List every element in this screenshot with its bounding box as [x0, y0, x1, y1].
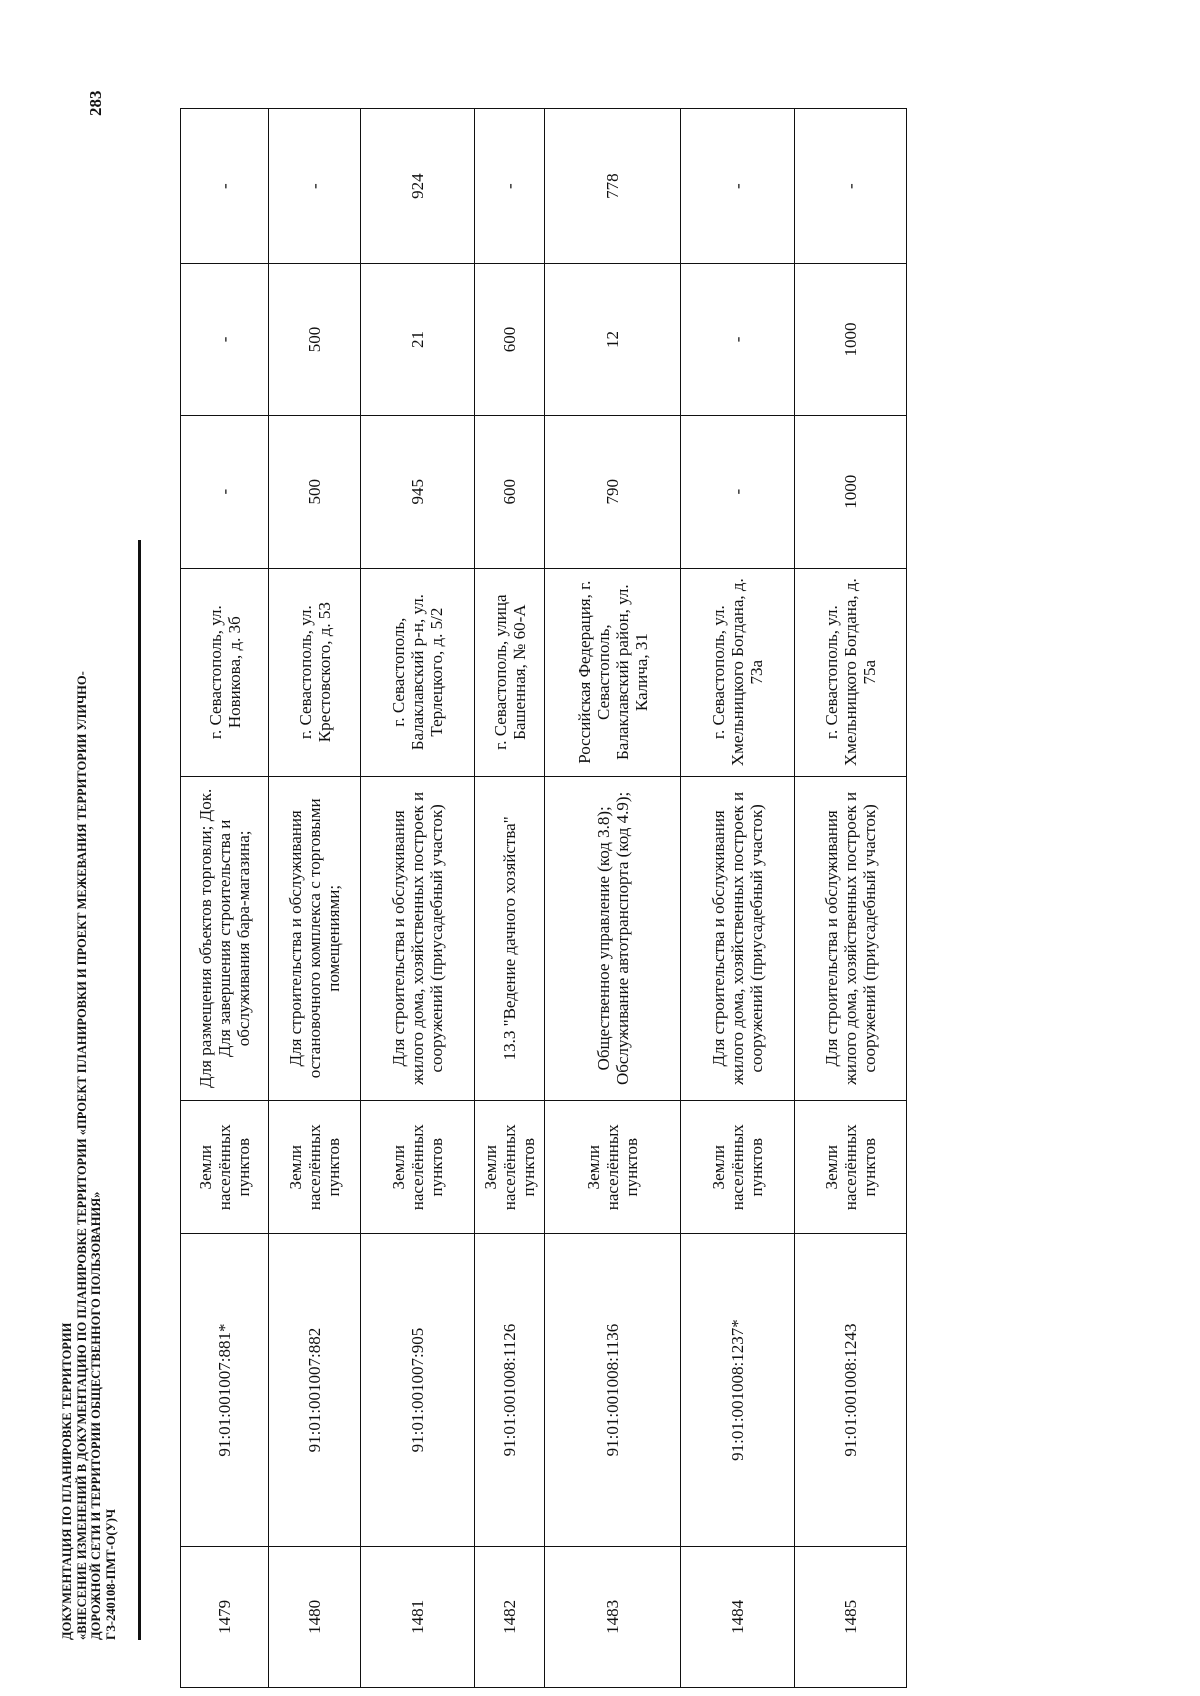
cadastral-number: 91:01:001008:1243 [795, 1234, 907, 1547]
table-row [545, 109, 681, 1688]
area-value-1: - [181, 415, 269, 568]
land-category: Земли населённых пунктов [475, 1101, 545, 1234]
area-value-2: - [181, 264, 269, 415]
header-divider [138, 540, 141, 1640]
area-value-2: 500 [269, 264, 361, 415]
row-number: 1482 [475, 1546, 545, 1687]
cadastral-number: 91:01:001008:1237* [681, 1234, 795, 1547]
cadastral-number: 91:01:001008:1136 [545, 1234, 681, 1547]
land-category: Земли населённых пунктов [361, 1101, 475, 1234]
page-number: 283 [86, 90, 105, 116]
table-row [795, 109, 907, 1688]
row-number: 1480 [269, 1546, 361, 1687]
address: г. Севастополь, ул. Новикова, д. 3б [181, 568, 269, 776]
land-category: Земли населённых пунктов [795, 1101, 907, 1234]
area-value-3: - [681, 109, 795, 264]
cadastral-number: 91:01:001007:905 [361, 1234, 475, 1547]
area-value-3: - [475, 109, 545, 264]
address: г. Севастополь, улица Башенная, № 60-А [475, 568, 545, 776]
permitted-use: 13.3 "Ведение дачного хозяйства" [475, 776, 545, 1101]
row-number: 1483 [545, 1546, 681, 1687]
area-value-1: 790 [545, 415, 681, 568]
permitted-use: Для строительства и обслуживания жилого дома, хозяйственных построек и сооружений (приусадебный участок) [681, 776, 795, 1101]
permitted-use: Общественное управление (код 3.8); Обслуживание автотранспорта (код 4.9); [545, 776, 681, 1101]
area-value-2: 1000 [795, 264, 907, 415]
permitted-use: Для строительства и обслуживания жилого дома, хозяйственных построек и сооружений (приусадебный участок) [361, 776, 475, 1101]
area-value-1: 1000 [795, 415, 907, 568]
table-row [361, 109, 475, 1688]
header-line-2: «ВНЕСЕНИЕ ИЗМЕНЕНИЙ В ДОКУМЕНТАЦИЮ ПО ПЛАНИРОВКЕ ТЕРРИТОРИИ «ПРОЕКТ ПЛАНИРОВКИ И ПРОЕКТ МЕЖЕВАНИЯ ТЕРРИТОРИИ УЛИЧНО- [74, 671, 89, 1640]
permitted-use: Для строительства и обслуживания остановочного комплекса с торговыми помещениями; [269, 776, 361, 1101]
permitted-use: Для строительства и обслуживания жилого дома, хозяйственных построек и сооружений (приусадебный участок) [795, 776, 907, 1101]
area-value-1: - [681, 415, 795, 568]
address: г. Севастополь, ул. Крестовского, д. 53 [269, 568, 361, 776]
row-number: 1481 [361, 1546, 475, 1687]
row-number: 1484 [681, 1546, 795, 1687]
land-category: Земли населённых пунктов [681, 1101, 795, 1234]
table-row [681, 109, 795, 1688]
land-category: Земли населённых пунктов [269, 1101, 361, 1234]
area-value-3: - [181, 109, 269, 264]
area-value-2: 12 [545, 264, 681, 415]
address: г. Севастополь, ул. Хмельницкого Богдана, д. 75а [795, 568, 907, 776]
table-row [269, 109, 361, 1688]
cadastral-number: 91:01:001007:882 [269, 1234, 361, 1547]
document-header [60, 600, 118, 1640]
area-value-1: 500 [269, 415, 361, 568]
address: г. Севастополь, ул. Хмельницкого Богдана, д. 73а [681, 568, 795, 776]
area-value-3: 778 [545, 109, 681, 264]
area-value-2: - [681, 264, 795, 415]
table-row [475, 109, 545, 1688]
area-value-3: - [269, 109, 361, 264]
area-value-2: 21 [361, 264, 475, 415]
area-value-2: 600 [475, 264, 545, 415]
table-row [181, 109, 269, 1688]
area-value-3: - [795, 109, 907, 264]
land-plots-table [180, 108, 907, 1688]
row-number: 1485 [795, 1546, 907, 1687]
header-line-4: ГЗ-240108-ПМТ-О(У)Ч [103, 1508, 118, 1640]
address: г. Севастополь, Балаклавский р-н, ул. Терлецкого, д. 5/2 [361, 568, 475, 776]
address: Российская Федерация, г. Севастополь, Балаклавский район, ул. Калича, 31 [545, 568, 681, 776]
row-number: 1479 [181, 1546, 269, 1687]
area-value-1: 945 [361, 415, 475, 568]
header-line-1: ДОКУМЕНТАЦИЯ ПО ПЛАНИРОВКЕ ТЕРРИТОРИИ [60, 1322, 74, 1640]
cadastral-number: 91:01:001008:1126 [475, 1234, 545, 1547]
header-line-3: ДОРОЖНОЙ СЕТИ И ТЕРРИТОРИИ ОБЩЕСТВЕННОГО ПОЛЬЗОВАНИЯ» [89, 1191, 104, 1640]
land-category: Земли населённых пунктов [181, 1101, 269, 1234]
permitted-use: Для размещения объектов торговли; Док. Для завершения строительства и обслуживания бара-магазина; [181, 776, 269, 1101]
cadastral-number: 91:01:001007:881* [181, 1234, 269, 1547]
area-value-3: 924 [361, 109, 475, 264]
area-value-1: 600 [475, 415, 545, 568]
land-category: Земли населённых пунктов [545, 1101, 681, 1234]
